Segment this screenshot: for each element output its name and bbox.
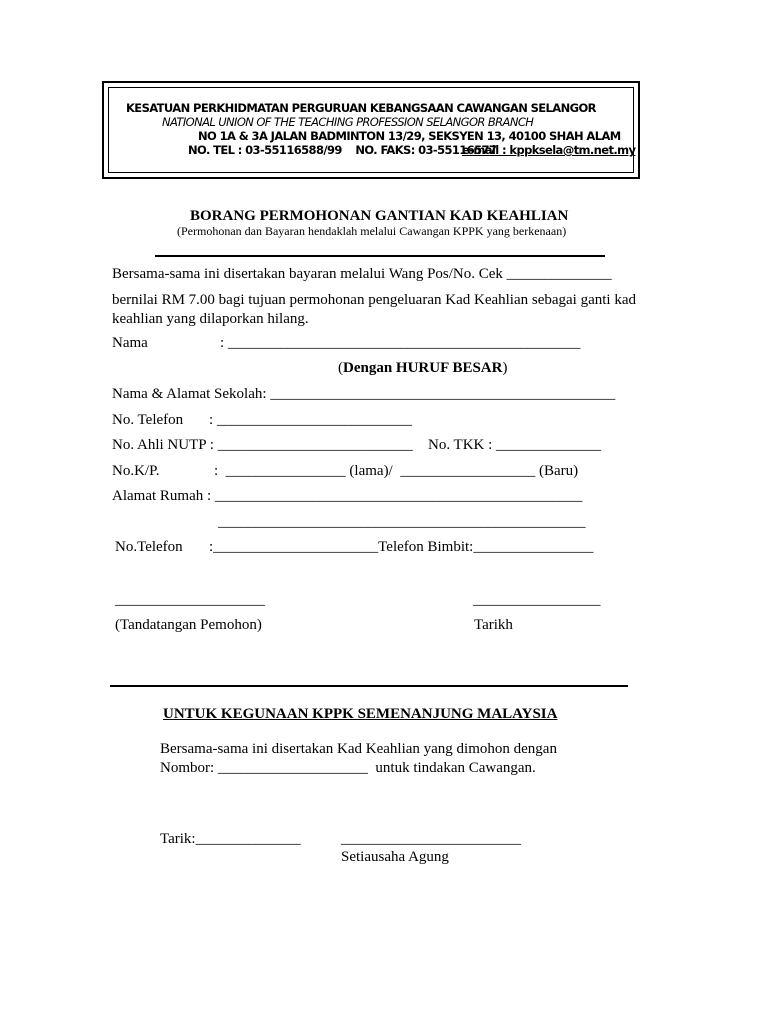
org-name-malay: KESATUAN PERKHIDMATAN PERGURUAN KEBANGSAAN CAWANGAN SELANGOR: [126, 101, 596, 115]
tel2-label: No.Telefon: [115, 539, 183, 555]
org-tel-fax: NO. TEL : 03-55116588/99 NO. FAKS: 03-55116577: [188, 143, 497, 157]
home-line[interactable]: Alamat Rumah : _________________________________________________: [112, 488, 583, 504]
caps-note-bold: Dengan HURUF BESAR: [343, 360, 503, 376]
title-rule: [155, 255, 605, 257]
tel2-field[interactable]: :______________________Telefon Bimbit:________________: [209, 539, 594, 555]
signature-line[interactable]: ____________________: [115, 592, 265, 608]
nama-field[interactable]: : _______________________________________________: [220, 335, 581, 351]
caps-note-close: ): [502, 360, 508, 376]
form-subtitle: (Permohonan dan Bayaran hendaklah melalui Cawangan KPPK yang berkenaan): [177, 224, 567, 238]
signature-label: (Tandatangan Pemohon): [115, 617, 262, 633]
school-line[interactable]: Nama & Alamat Sekolah: ______________________________________________: [112, 386, 616, 402]
amount-line-1: bernilai RM 7.00 bagi tujuan permohonan pengeluaran Kad Keahlian sebagai ganti kad: [112, 292, 637, 308]
kp-label: No.K/P.: [112, 463, 160, 479]
date-line[interactable]: _________________: [473, 592, 601, 608]
org-email: e-mail : kppksela@tm.net.my: [462, 143, 636, 157]
home-line-2[interactable]: _________________________________________________: [218, 514, 586, 530]
form-title: BORANG PERMOHONAN GANTIAN KAD KEAHLIAN: [190, 208, 569, 224]
org-name-english: NATIONAL UNION OF THE TEACHING PROFESSION SELANGOR BRANCH: [162, 115, 534, 129]
tkk-line[interactable]: No. TKK : ______________: [428, 437, 602, 453]
caps-note: [338, 360, 507, 377]
office-tarik[interactable]: Tarik:______________: [160, 831, 301, 847]
office-line-1: Bersama-sama ini disertakan Kad Keahlian yang dimohon dengan: [160, 741, 557, 757]
office-signature-line[interactable]: ________________________: [341, 831, 521, 847]
amount-line-2: keahlian yang dilaporkan hilang.: [112, 311, 309, 327]
office-title: UNTUK KEGUNAAN KPPK SEMENANJUNG MALAYSIA: [163, 706, 558, 722]
date-label: Tarikh: [474, 617, 513, 633]
tel-label: No. Telefon: [112, 412, 184, 428]
tel-field[interactable]: : __________________________: [209, 412, 412, 428]
office-signature-label: Setiausaha Agung: [341, 849, 449, 865]
section-divider: [110, 685, 628, 687]
kp-field[interactable]: : ________________ (lama)/ __________________ (Baru): [214, 463, 579, 479]
nama-label: Nama: [112, 335, 148, 351]
office-line-2[interactable]: Nombor: ____________________ untuk tindakan Cawangan.: [160, 760, 536, 776]
caps-note-open: (: [338, 360, 343, 376]
payment-line: Bersama-sama ini disertakan bayaran melalui Wang Pos/No. Cek ______________: [112, 266, 612, 282]
nutp-line[interactable]: No. Ahli NUTP : __________________________: [112, 437, 413, 453]
org-address: NO 1A & 3A JALAN BADMINTON 13/29, SEKSYEN 13, 40100 SHAH ALAM: [198, 129, 621, 143]
